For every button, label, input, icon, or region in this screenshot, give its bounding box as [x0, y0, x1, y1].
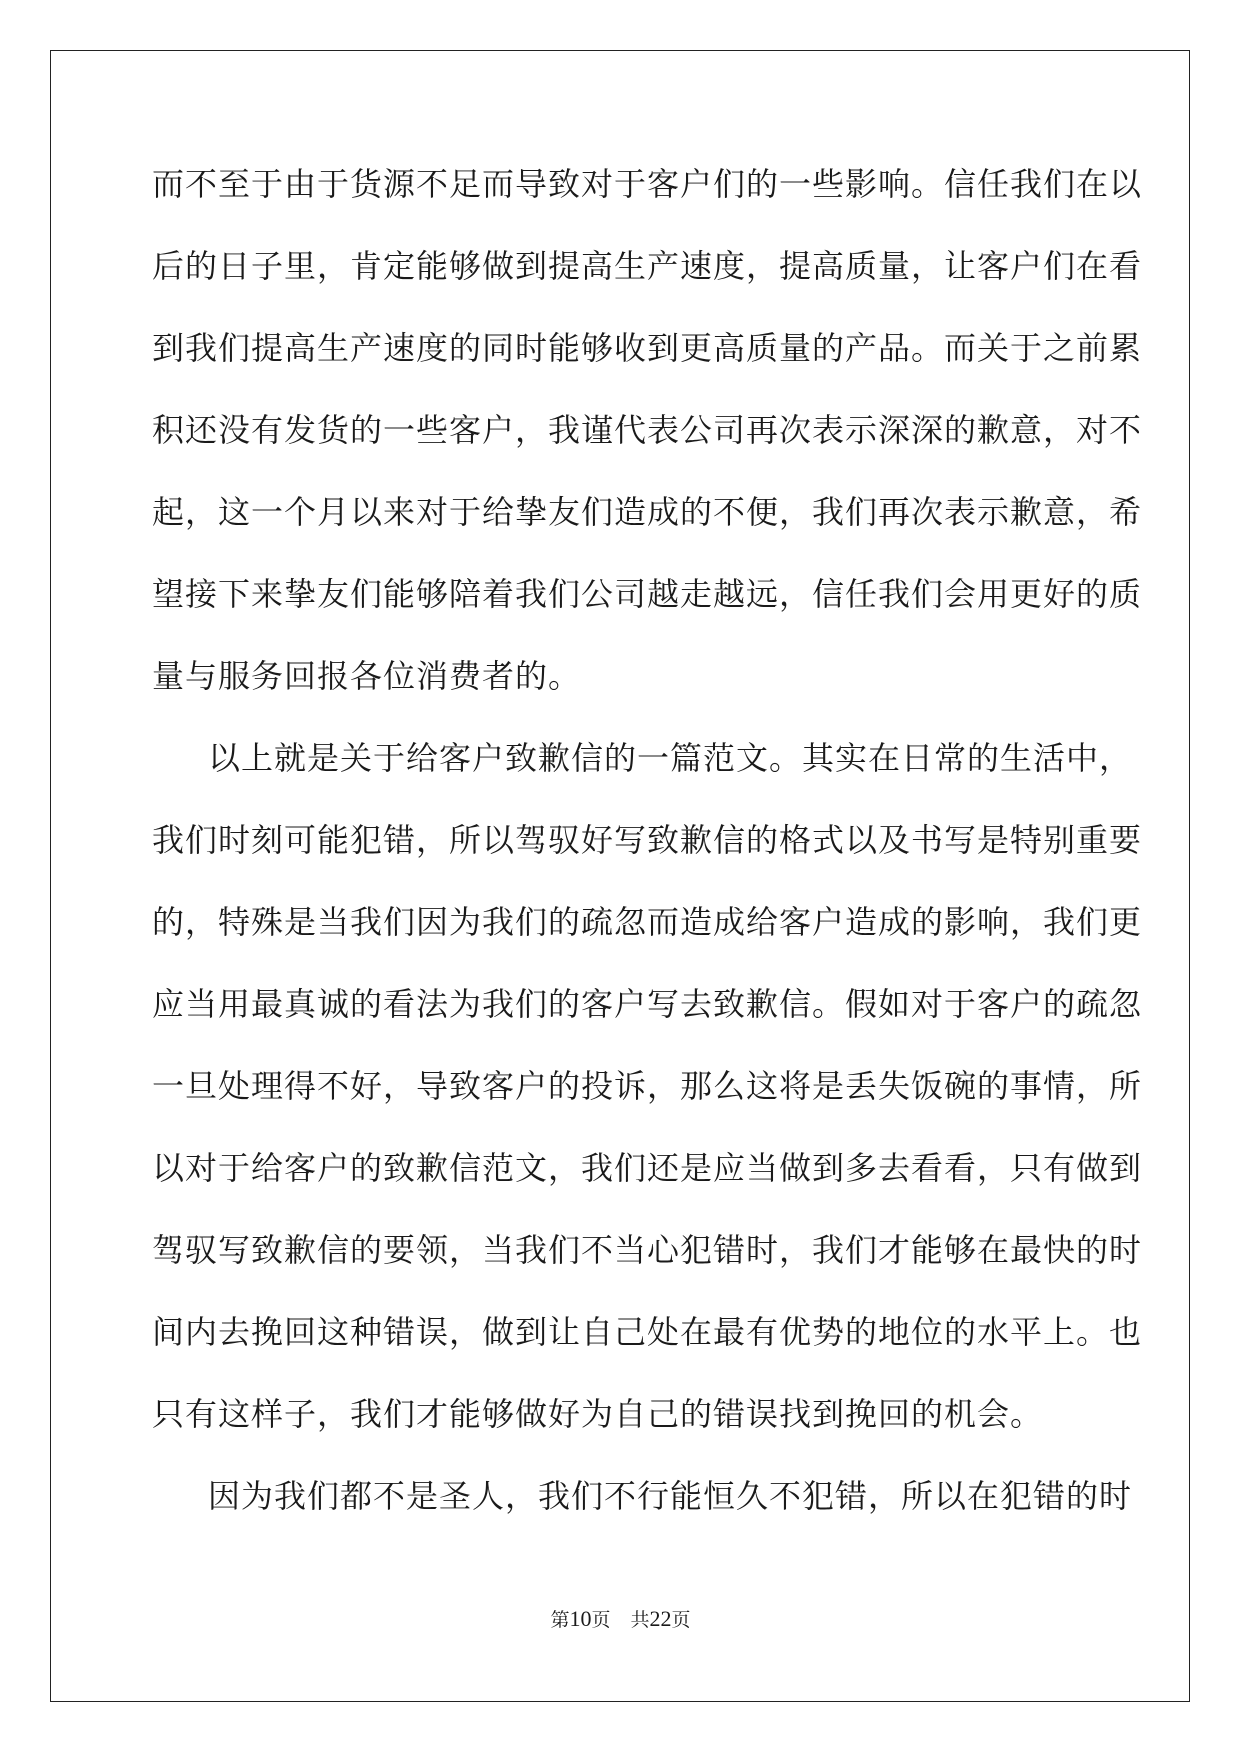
total-prefix: 共: [630, 1609, 650, 1631]
page-prefix: 第: [550, 1609, 570, 1631]
page-suffix: 页: [591, 1609, 611, 1631]
text-line: 我们时刻可能犯错，所以驾驭好写致歉信的格式以及书写是特别重要: [152, 821, 1143, 859]
paragraph-2: [152, 734, 1143, 1472]
text-line: 的，特殊是当我们因为我们的疏忽而造成给客户造成的影响，我们更: [152, 903, 1143, 941]
page-footer: [0, 1605, 1241, 1632]
total-pages: 22: [649, 1606, 672, 1631]
text-line: 后的日子里，肯定能够做到提高生产速度，提高质量，让客户们在看: [152, 247, 1143, 285]
paragraph-3: [152, 1472, 1133, 1554]
document-body: [152, 160, 1143, 1554]
text-line: 量与服务回报各位消费者的。: [152, 657, 582, 695]
text-line: 积还没有发货的一些客户，我谨代表公司再次表示深深的歉意，对不: [152, 411, 1143, 449]
text-line: 到我们提高生产速度的同时能够收到更高质量的产品。而关于之前累: [152, 329, 1143, 367]
text-line: 而不至于由于货源不足而导致对于客户们的一些影响。信任我们在以: [152, 165, 1143, 203]
text-line: 起，这一个月以来对于给挚友们造成的不便，我们再次表示歉意，希: [152, 493, 1143, 531]
total-suffix: 页: [671, 1609, 691, 1631]
text-line: 间内去挽回这种错误，做到让自己处在最有优势的地位的水平上。也: [152, 1313, 1143, 1351]
text-line: 以上就是关于给客户致歉信的一篇范文。其实在日常的生活中，: [208, 739, 1133, 777]
text-line: 望接下来挚友们能够陪着我们公司越走越远，信任我们会用更好的质: [152, 575, 1143, 613]
paragraph-1: [152, 160, 1143, 734]
text-line: 应当用最真诚的看法为我们的客户写去致歉信。假如对于客户的疏忽: [152, 985, 1143, 1023]
text-line: 驾驭写致歉信的要领，当我们不当心犯错时，我们才能够在最快的时: [152, 1231, 1143, 1269]
page-number: 10: [569, 1606, 592, 1631]
text-line: 因为我们都不是圣人，我们不行能恒久不犯错，所以在犯错的时: [208, 1477, 1133, 1515]
text-line: 只有这样子，我们才能够做好为自己的错误找到挽回的机会。: [152, 1395, 1044, 1433]
text-line: 一旦处理得不好，导致客户的投诉，那么这将是丢失饭碗的事情，所: [152, 1067, 1143, 1105]
text-line: 以对于给客户的致歉信范文，我们还是应当做到多去看看，只有做到: [152, 1149, 1143, 1187]
